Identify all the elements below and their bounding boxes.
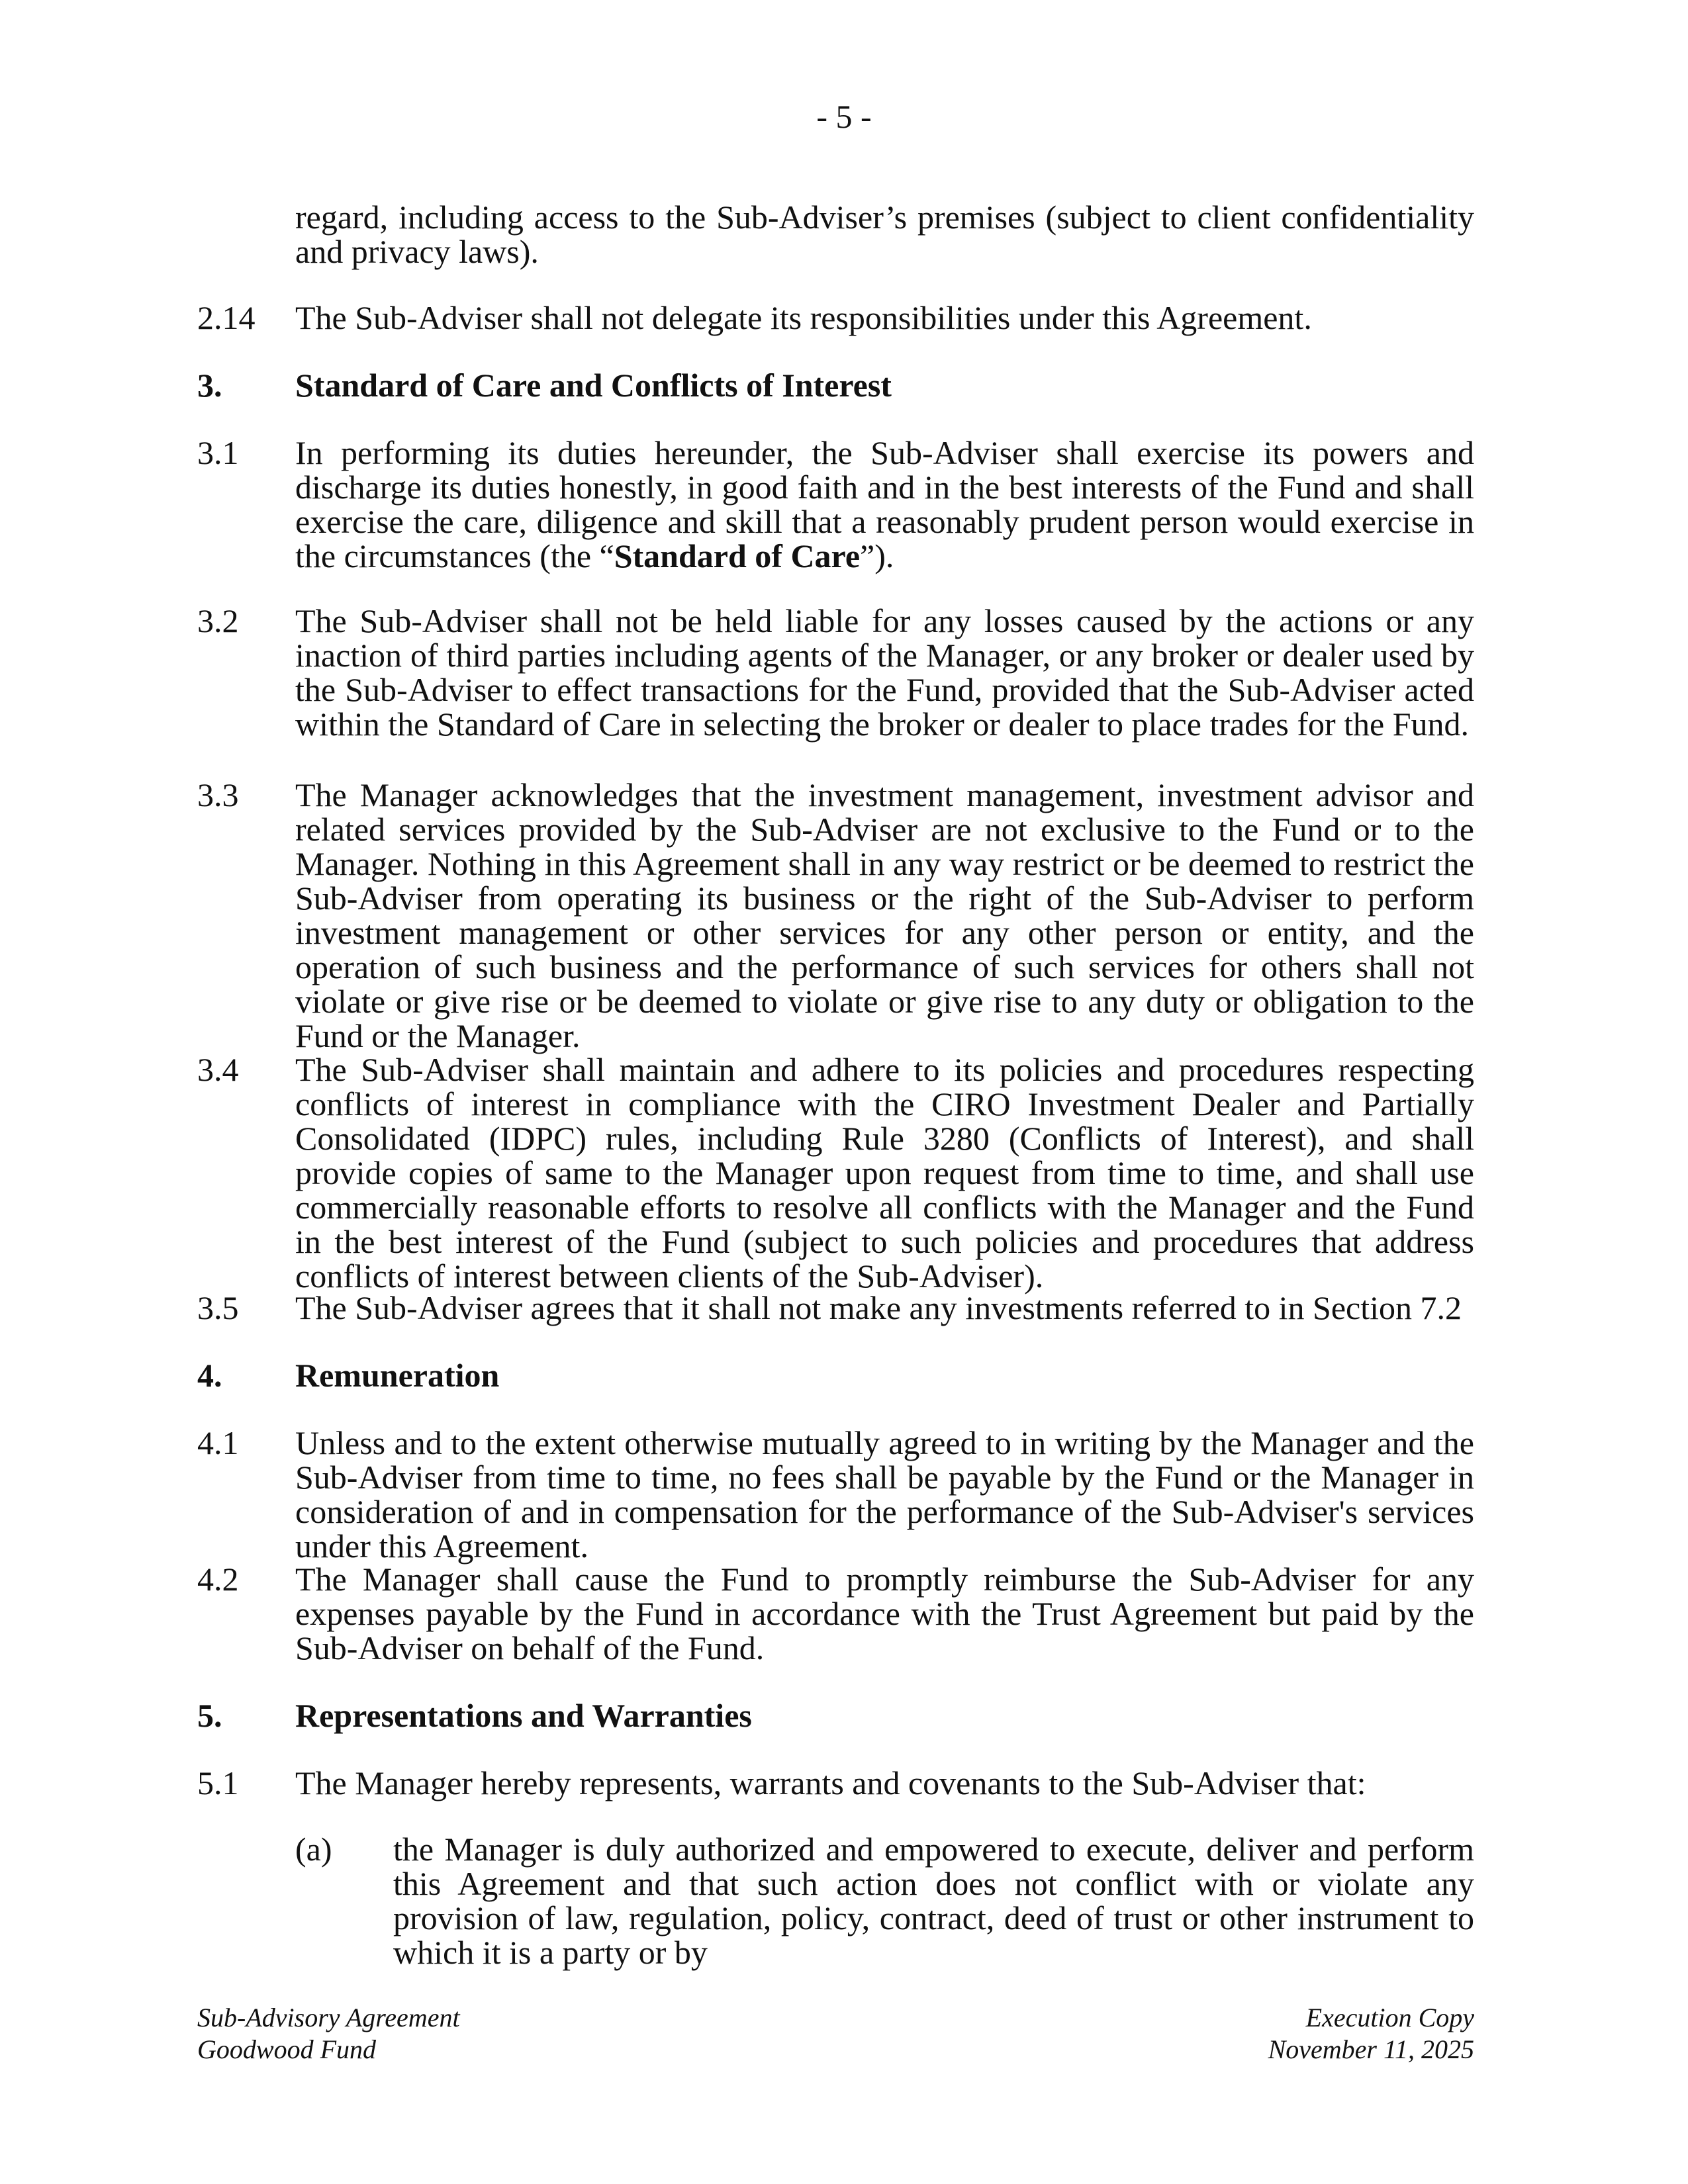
heading-title: Standard of Care and Conflicts of Interest: [295, 367, 892, 404]
section-number: 4.2: [197, 1561, 239, 1598]
section-number: 3.4: [197, 1051, 239, 1088]
section-number: 5.1: [197, 1764, 239, 1801]
footer-left: [197, 2002, 460, 2066]
sub-item-text: the Manager is duly authorized and empowered to execute, deliver and perform this Agreement and that such action does not conflict with or violate any provision of law, regulation, policy, contract, deed of trust or other instrument to which it is a party or by: [393, 1831, 1474, 1971]
section-number: 3.5: [197, 1289, 239, 1326]
section-number: 3.1: [197, 434, 239, 471]
sub-item-label: (a): [295, 1831, 332, 1868]
heading-number: 4.: [197, 1357, 222, 1394]
heading-number: 3.: [197, 367, 222, 404]
section-text: The Manager shall cause the Fund to promptly reimburse the Sub-Adviser for any expenses payable by the Fund in accordance with the Trust Agreement but paid by the Sub-Adviser on behalf of the Fund.: [295, 1561, 1474, 1666]
section-text: The Manager hereby represents, warrants and covenants to the Sub-Adviser that:: [295, 1764, 1366, 1801]
heading-title: Representations and Warranties: [295, 1697, 752, 1734]
section-number: 2.14: [197, 299, 256, 336]
heading-number: 5.: [197, 1697, 222, 1734]
footer-copy-type: Execution Copy: [1305, 2003, 1474, 2032]
footer-date: November 11, 2025: [1268, 2034, 1474, 2064]
footer-document-title: Sub-Advisory Agreement: [197, 2003, 460, 2032]
section-text: The Sub-Adviser shall not be held liable for any losses caused by the actions or any inaction of third parties including agents of the Manager, or any broker or dealer used by the Sub-Adviser to effect transactions for the Fund, provided that the Sub-Adviser acted within the Standard of Care in selecting the broker or dealer to place trades for the Fund.: [295, 602, 1474, 743]
section-text: The Sub-Adviser agrees that it shall not make any investments referred to in Section 7.2: [295, 1289, 1462, 1326]
section-text: [295, 435, 1474, 573]
section-text: The Manager acknowledges that the investment management, investment advisor and related services provided by the Sub-Adviser are not exclusive to the Fund or to the Manager. Nothing in this Agreement shall in any way restrict or be deemed to restrict the Sub-Adviser from operating its business or the right of the Sub-Adviser to perform investment management or other services for any other person or entity, and the operation of such business and the performance of such services for others shall not violate or give rise or be deemed to violate or give rise to any duty or obligation to the Fund or the Manager.: [295, 776, 1474, 1054]
section-number: 4.1: [197, 1424, 239, 1461]
defined-term: Standard of Care: [614, 537, 861, 574]
footer-right: [1268, 2002, 1474, 2066]
page-number: - 5 -: [816, 98, 872, 135]
heading-title: Remuneration: [295, 1357, 500, 1394]
section-text: The Sub-Adviser shall maintain and adhere to its policies and procedures respecting conflicts of interest in compliance with the CIRO Investment Dealer and Partially Consolidated (IDPC) rules, including Rule 3280 (Conflicts of Interest), and shall provide copies of same to the Manager upon request from time to time, and shall use commercially reasonable efforts to resolve all conflicts with the Manager and the Fund in the best interest of the Fund (subject to such policies and procedures that address conflicts of interest between clients of the Sub-Adviser).: [295, 1051, 1474, 1295]
text-before: In performing its duties hereunder, the Sub-Adviser shall exercise its powers and discharge its duties honestly, in good faith and in the best interests of the Fund and shall exercise the care, diligence and skill that a reasonably prudent person would exercise in the circumstances (the “: [295, 434, 1474, 574]
text-after: ”).: [860, 537, 894, 574]
section-text: The Sub-Adviser shall not delegate its responsibilities under this Agreement.: [295, 299, 1312, 336]
continued-paragraph: regard, including access to the Sub-Adviser’s premises (subject to client confidentiality and privacy laws).: [295, 199, 1474, 270]
section-number: 3.2: [197, 602, 239, 639]
section-number: 3.3: [197, 776, 239, 813]
section-text: Unless and to the extent otherwise mutually agreed to in writing by the Manager and the Sub-Adviser from time to time, no fees shall be payable by the Fund or the Manager in consideration of and in compensation for the performance of the Sub-Adviser's services under this Agreement.: [295, 1424, 1474, 1565]
footer-fund-name: Goodwood Fund: [197, 2034, 376, 2064]
